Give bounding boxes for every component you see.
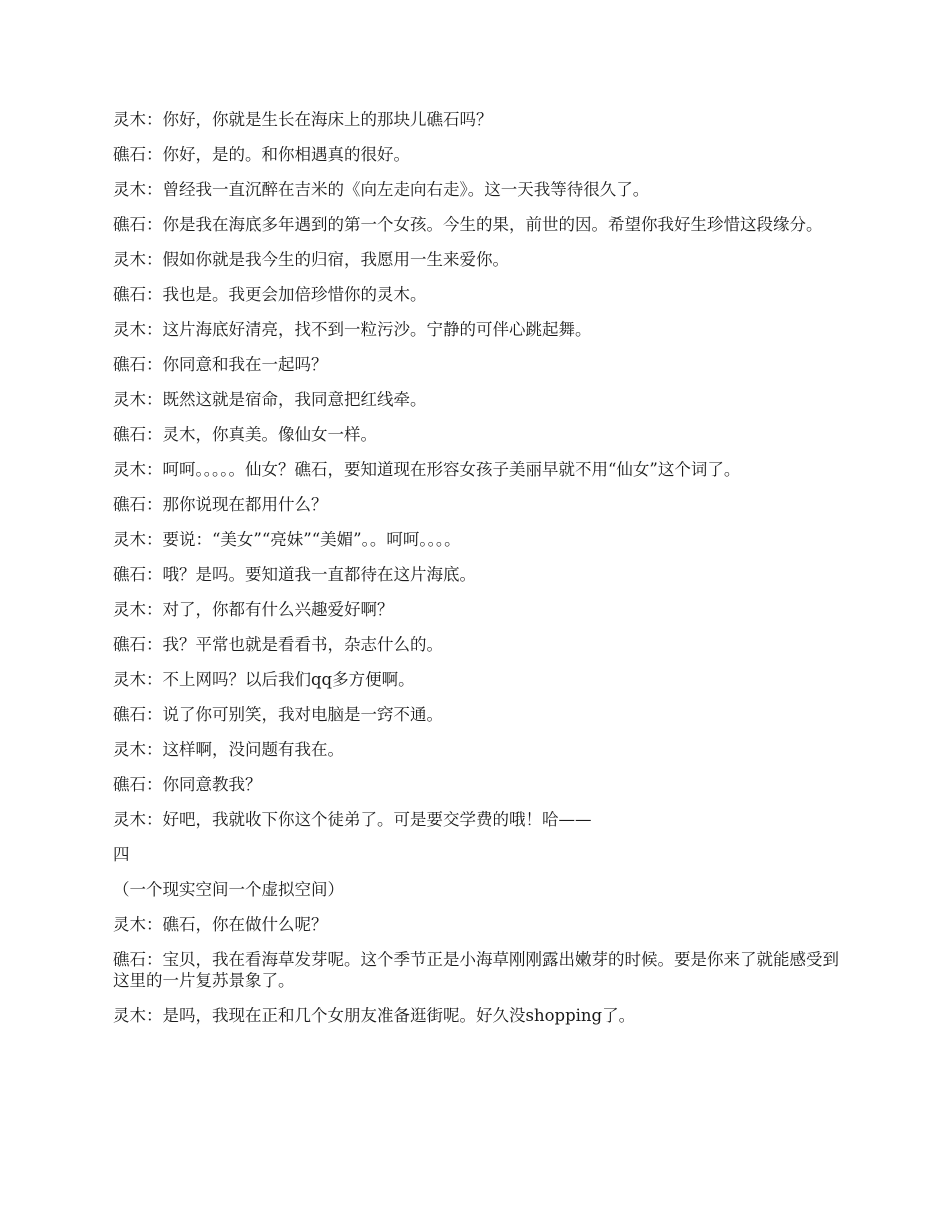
section-heading: 四 xyxy=(113,845,130,864)
dialogue-line: 灵木：对了，你都有什么兴趣爱好啊？ xyxy=(113,600,394,619)
document-page xyxy=(113,109,843,1040)
dialogue-line: 灵木：曾经我一直沉醉在吉米的《向左走向右走》。这一天我等待很久了。 xyxy=(113,180,650,199)
dialogue-line: 礁石：那你说现在都用什么？ xyxy=(113,495,328,514)
scene-note: （一个现实空间一个虚拟空间） xyxy=(113,880,344,899)
dialogue-line: 灵木：好吧，我就收下你这个徒弟了。可是要交学费的哦！哈—— xyxy=(113,810,592,829)
dialogue-line: 礁石：我？平常也就是看看书，杂志什么的。 xyxy=(113,635,443,654)
dialogue-line: 灵木：呵呵。。。。。仙女？礁石，要知道现在形容女孩子美丽早就不用“仙女”这个词了。 xyxy=(113,460,741,479)
dialogue-line: 灵木：这片海底好清亮，找不到一粒污沙。宁静的可伴心跳起舞。 xyxy=(113,320,592,339)
dialogue-line: 礁石：你同意教我？ xyxy=(113,775,262,794)
dialogue-line: 灵木：既然这就是宿命，我同意把红线牵。 xyxy=(113,390,427,409)
dialogue-line: 灵木：要说：“美女”“亮妹”“美媚”。。呵呵。。。。 xyxy=(113,530,461,549)
dialogue-line: 礁石：灵木，你真美。像仙女一样。 xyxy=(113,425,377,444)
dialogue-line: 礁石：说了你可别笑，我对电脑是一窍不通。 xyxy=(113,705,443,724)
dialogue-line: 灵木：不上网吗？以后我们qq多方便啊。 xyxy=(113,670,415,689)
dialogue-line: 灵木：这样啊，没问题有我在。 xyxy=(113,740,344,759)
dialogue-line: 礁石：你同意和我在一起吗？ xyxy=(113,355,328,374)
dialogue-line: 灵木：你好，你就是生长在海床上的那块儿礁石吗？ xyxy=(113,110,493,129)
dialogue-line: 礁石：我也是。我更会加倍珍惜你的灵木。 xyxy=(113,285,427,304)
dialogue-line: 礁石：哦？是吗。要知道我一直都待在这片海底。 xyxy=(113,565,476,584)
dialogue-line: 灵木：假如你就是我今生的归宿，我愿用一生来爱你。 xyxy=(113,250,509,269)
dialogue-line: 灵木：是吗，我现在正和几个女朋友准备逛街呢。好久没shopping了。 xyxy=(113,1006,636,1025)
dialogue-line: 礁石：宝贝，我在看海草发芽呢。这个季节正是小海草刚刚露出嫩芽的时候。要是你来了就能感受到这里的一片复苏景象了。 xyxy=(113,950,839,990)
dialogue-line: 礁石：你是我在海底多年遇到的第一个女孩。今生的果，前世的因。希望你我好生珍惜这段缘分。 xyxy=(113,215,823,234)
dialogue-line: 礁石：你好，是的。和你相遇真的很好。 xyxy=(113,145,410,164)
dialogue-line: 灵木：礁石，你在做什么呢？ xyxy=(113,915,328,934)
